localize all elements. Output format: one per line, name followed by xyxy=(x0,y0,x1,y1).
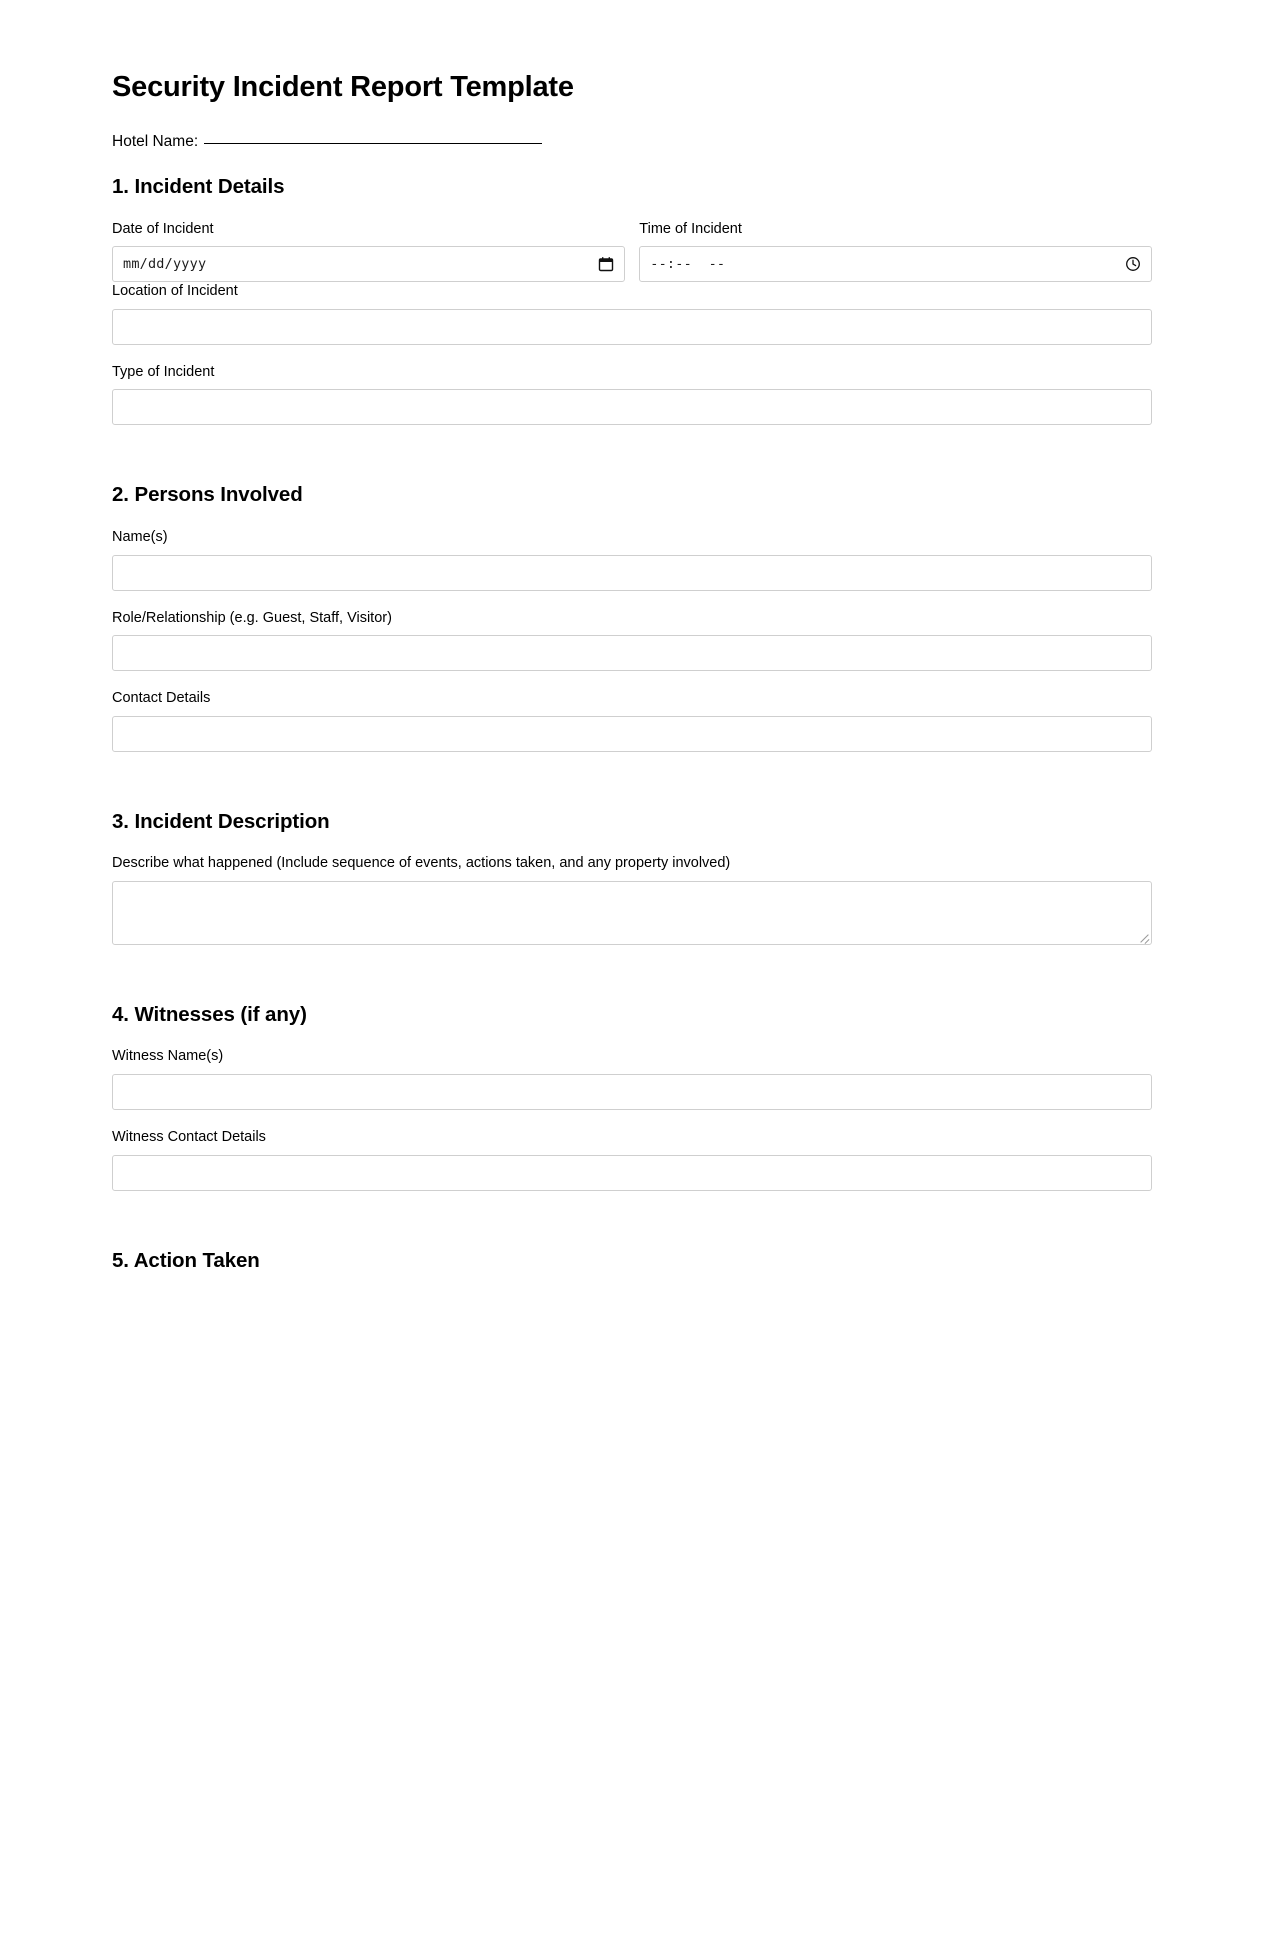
witness-contact-details-input[interactable] xyxy=(112,1155,1152,1191)
contact-details-input[interactable] xyxy=(112,716,1152,752)
time-of-incident-field xyxy=(639,220,1152,283)
type-of-incident-input[interactable] xyxy=(112,389,1152,425)
document-content xyxy=(112,72,1152,1293)
time-of-incident-label: Time of Incident xyxy=(639,220,742,237)
location-of-incident-input[interactable] xyxy=(112,309,1152,345)
section-heading-witnesses: 4. Witnesses (if any) xyxy=(112,1002,307,1026)
hotel-name-line xyxy=(112,130,1152,153)
incident-description-field xyxy=(112,854,1152,945)
witness-contact-details-label: Witness Contact Details xyxy=(112,1129,266,1146)
location-of-incident-field xyxy=(112,282,1152,345)
role-relationship-input[interactable] xyxy=(112,635,1152,671)
location-of-incident-label: Location of Incident xyxy=(112,283,238,300)
page-title: Security Incident Report Template xyxy=(112,71,574,103)
witness-contact-details-field xyxy=(112,1128,1152,1191)
incident-description-label: Describe what happened (Include sequence of events, actions taken, and any property involved) xyxy=(112,855,731,872)
names-label: Name(s) xyxy=(112,529,168,546)
time-of-incident-input[interactable] xyxy=(639,246,1152,282)
role-relationship-label: Role/Relationship (e.g. Guest, Staff, Visitor) xyxy=(112,609,392,626)
names-input[interactable] xyxy=(112,555,1152,591)
role-relationship-field xyxy=(112,609,1152,672)
hotel-name-label: Hotel Name: xyxy=(112,132,199,150)
section-heading-persons-involved: 2. Persons Involved xyxy=(112,483,303,507)
time-placeholder-text: --:-- -- xyxy=(650,256,726,273)
section-heading-incident-details: 1. Incident Details xyxy=(112,175,285,199)
names-field xyxy=(112,528,1152,591)
resize-handle-icon[interactable] xyxy=(1139,932,1149,942)
witness-names-input[interactable] xyxy=(112,1074,1152,1110)
date-time-row xyxy=(112,220,1152,283)
section-heading-incident-description: 3. Incident Description xyxy=(112,809,330,833)
date-of-incident-label: Date of Incident xyxy=(112,220,214,237)
contact-details-field xyxy=(112,689,1152,752)
type-of-incident-label: Type of Incident xyxy=(112,363,215,380)
date-placeholder-text: mm/dd/yyyy xyxy=(123,256,207,273)
incident-description-textarea[interactable] xyxy=(112,881,1152,945)
time-input-wrapper[interactable] xyxy=(639,246,1152,282)
date-of-incident-field xyxy=(112,220,625,283)
calendar-icon[interactable] xyxy=(598,256,614,272)
date-input-wrapper[interactable] xyxy=(112,246,625,282)
witness-names-field xyxy=(112,1047,1152,1110)
section-heading-action-taken: 5. Action Taken xyxy=(112,1248,260,1272)
hotel-name-blank-rule xyxy=(204,143,542,144)
date-of-incident-input[interactable] xyxy=(112,246,625,282)
type-of-incident-field xyxy=(112,363,1152,426)
contact-details-label: Contact Details xyxy=(112,690,211,707)
clock-icon[interactable] xyxy=(1125,256,1141,272)
witness-names-label: Witness Name(s) xyxy=(112,1048,224,1065)
